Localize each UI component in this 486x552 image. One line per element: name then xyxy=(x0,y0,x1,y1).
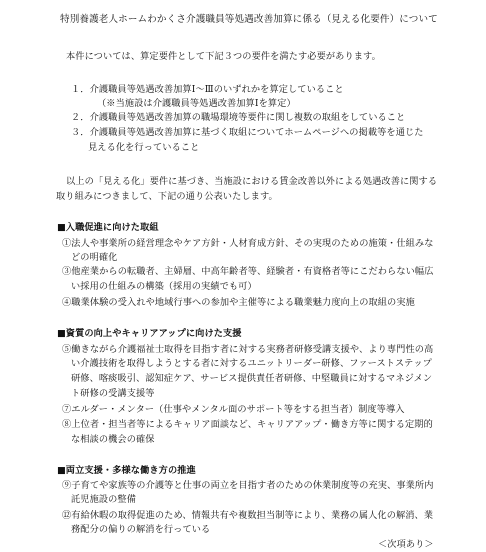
section-item-line: 託児施設の整備 xyxy=(71,494,137,505)
section-item-line: ⑫有給休暇の取得促進のため、情報共有や複数担当制等により、業務の属人化の解消、業 xyxy=(62,510,434,521)
summary-line-2: 取り組みにつきまして、下記の通り公表いたします。 xyxy=(56,191,278,202)
section-item-line: い介護技術を取得しようとする者に対するユニットリーダー研修、ファーストステップ xyxy=(71,358,432,369)
footer-note: ＜次項あり＞ xyxy=(378,539,434,550)
requirement-3: ３．介護職員等処遇改善加算に基づく取組についてホームページへの掲載等を通じた xyxy=(71,127,424,138)
section-heading-work-life: ■両立支援・多様な働き方の推進 xyxy=(57,465,196,476)
requirement-1-note: （※当施設は介護職員等処遇改善加算Ⅰを算定） xyxy=(97,98,296,109)
section-item-line: ④職業体験の受入れや地域行事への参加や主催等による職業魅力度向上の取組の実施 xyxy=(62,297,415,308)
intro-text: 本件については、算定要件として下記３つの要件を満たす必要があります。 xyxy=(66,51,381,62)
section-item-line: ト研修の受講支援等 xyxy=(71,388,155,399)
section-item-line: ①法人や事業所の経営理念やケア方針・人材育成方針、その実現のための施策・仕組みな xyxy=(62,238,434,249)
section-item-line: どの明確化 xyxy=(71,252,118,263)
requirement-1: １．介護職員等処遇改善加算Ⅰ～Ⅲのいずれかを算定していること xyxy=(71,84,344,95)
requirement-2: ２．介護職員等処遇改善加算の職場環境等要件に関し複数の取組をしていること xyxy=(71,112,406,123)
section-item-line: ⑤働きながら介護福祉士取得を目指す者に対する実務者研修受講支援や、より専門性の高 xyxy=(62,344,434,355)
document-title: 特別養護老人ホームわかくさ介護職員等処遇改善加算に係る（見える化要件）について xyxy=(60,14,438,25)
section-item-line: 務配分の偏りの解消を行っている xyxy=(71,524,211,535)
section-item-line: ⑦エルダー・メンター（仕事やメンタル面のサポート等をする担当者）制度等導入 xyxy=(62,404,405,415)
section-item-line: 研修、喀痰吸引、認知症ケア、サービス提供責任者研修、中堅職員に対するマネジメン xyxy=(71,373,433,384)
section-item-line: な相談の機会の確保 xyxy=(71,434,155,445)
section-heading-career: ■資質の向上やキャリアアップに向けた支援 xyxy=(57,328,242,339)
requirement-3-cont: 見える化を行っていること xyxy=(88,142,200,153)
summary-line-1: 以上の「見える化」要件に基づき、当施設における賃金改善以外による処遇改善に関する xyxy=(66,176,438,187)
section-item-line: い採用の仕組みの構築（採用の実績でも可） xyxy=(71,281,257,292)
section-heading-recruitment: ■入職促進に向けた取組 xyxy=(57,222,159,233)
section-item-line: ③他産業からの転職者、主婦層、中高年齢者等、経験者・有資格者等にこだわらない幅広 xyxy=(62,266,434,277)
section-item-line: ⑨子育てや家族等の介護等と仕事の両立を目指す者のための休業制度等の充実、事業所内 xyxy=(62,480,434,491)
section-item-line: ⑧上位者・担当者等によるキャリア面談など、キャリアアップ・働き方等に関する定期的 xyxy=(62,419,433,430)
